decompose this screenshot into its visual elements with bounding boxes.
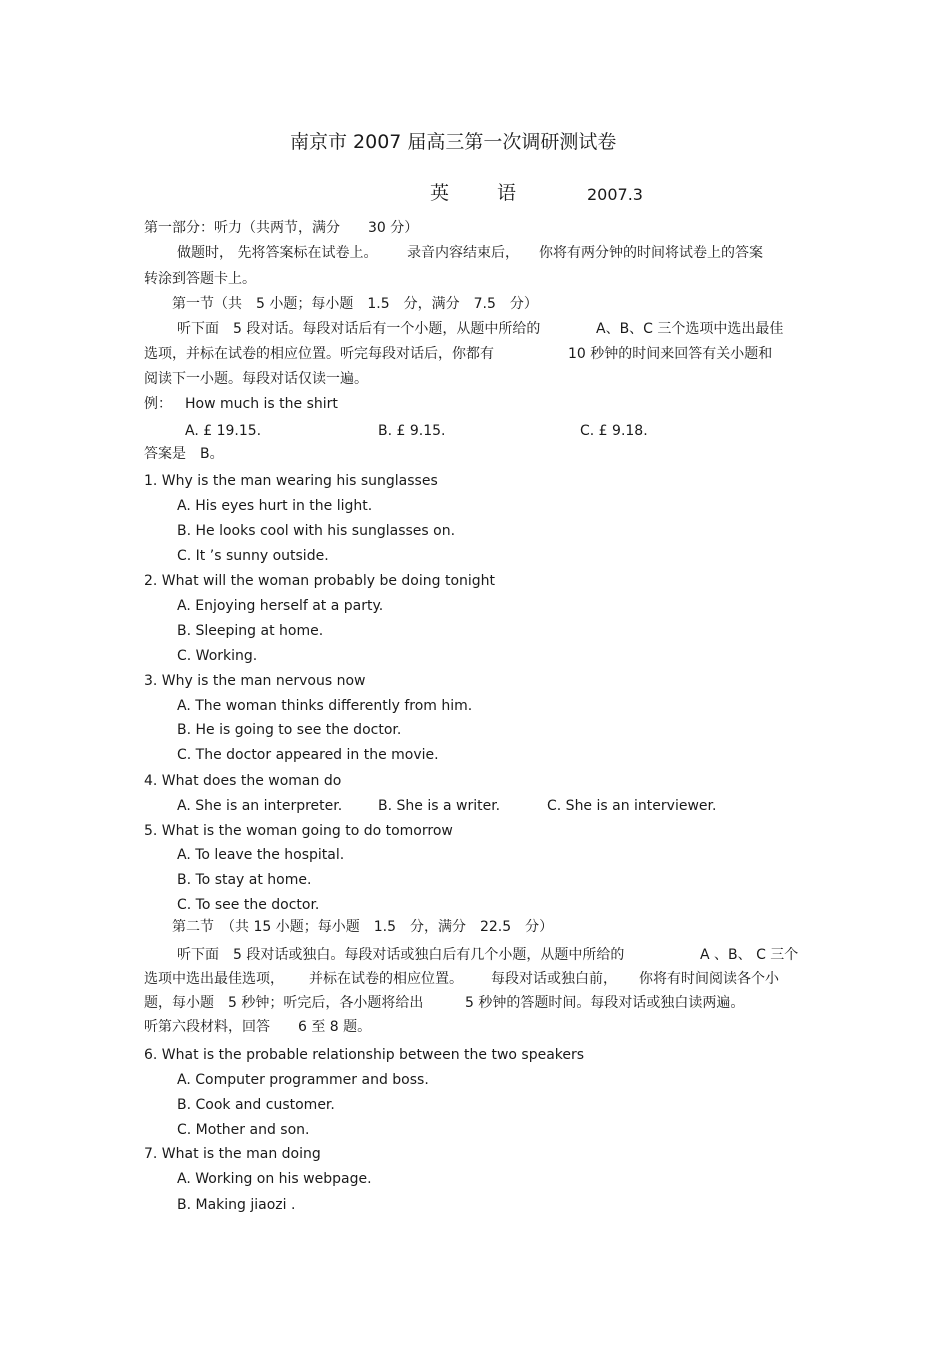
example-option-a: A. £ 19.15. xyxy=(185,423,262,439)
q1-question: 1. Why is the man wearing his sunglasses xyxy=(144,473,438,489)
material6-note: 听第六段材料，回答 6 至 8 题。 xyxy=(144,1019,372,1035)
q5-option-a: A. To leave the hospital. xyxy=(177,847,345,863)
example-answer: 答案是 B。 xyxy=(144,446,224,462)
q4-option-b: B. She is a writer. xyxy=(378,798,501,814)
q3-option-a: A. The woman thinks differently from him. xyxy=(177,698,473,714)
part1-heading: 第一部分：听力（共两节，满分 30 分） xyxy=(144,220,419,236)
section2-intro-1b: A 、B、 C 三个 xyxy=(700,947,799,963)
section2-heading: 第二节 （共 15 小题；每小题 1.5 分，满分 22.5 分） xyxy=(172,919,554,935)
section1-intro-1b: A、B、C 三个选项中选出最佳 xyxy=(596,321,784,337)
q7-option-a: A. Working on his webpage. xyxy=(177,1171,372,1187)
section2-intro-2a: 选项中选出最佳选项， xyxy=(144,971,284,987)
q5-question: 5. What is the woman going to do tomorrow xyxy=(144,823,453,839)
exam-title: 南京市 2007 届高三第一次调研测试卷 xyxy=(290,131,617,153)
q1-option-c: C. It ’s sunny outside. xyxy=(177,548,329,564)
subject-char-2: 语 xyxy=(497,182,517,204)
section2-intro-2b: 并标在试卷的相应位置。 xyxy=(309,971,463,987)
q3-option-b: B. He is going to see the doctor. xyxy=(177,722,402,738)
q6-option-a: A. Computer programmer and boss. xyxy=(177,1072,429,1088)
section1-heading: 第一节（共 5 小题；每小题 1.5 分，满分 7.5 分） xyxy=(172,296,538,312)
part1-instr-1b: 录音内容结束后， xyxy=(407,245,519,261)
q1-option-a: A. His eyes hurt in the light. xyxy=(177,498,373,514)
q2-option-b: B. Sleeping at home. xyxy=(177,623,324,639)
q2-option-c: C. Working. xyxy=(177,648,258,664)
example-question: How much is the shirt xyxy=(185,396,338,412)
q4-option-c: C. She is an interviewer. xyxy=(547,798,717,814)
part1-instr-2: 转涂到答题卡上。 xyxy=(144,271,256,287)
q7-option-b: B. Making jiaozi . xyxy=(177,1197,296,1213)
exam-date: 2007.3 xyxy=(587,185,643,204)
part1-instr-1a: 做题时， 先将答案标在试卷上。 xyxy=(177,245,378,261)
section2-intro-3b: 5 秒钟的答题时间。每段对话或独白读两遍。 xyxy=(465,995,745,1011)
section1-intro-1a: 听下面 5 段对话。每段对话后有一个小题，从题中所给的 xyxy=(177,321,541,337)
section1-intro-3: 阅读下一小题。每段对话仅读一遍。 xyxy=(144,371,368,387)
section2-intro-2c: 每段对话或独白前， xyxy=(491,971,617,987)
q5-option-b: B. To stay at home. xyxy=(177,872,312,888)
q3-option-c: C. The doctor appeared in the movie. xyxy=(177,747,439,763)
q2-question: 2. What will the woman probably be doing tonight xyxy=(144,573,496,589)
part1-instr-1c: 你将有两分钟的时间将试卷上的答案 xyxy=(539,245,763,261)
q1-option-b: B. He looks cool with his sunglasses on. xyxy=(177,523,456,539)
q4-question: 4. What does the woman do xyxy=(144,773,342,789)
example-option-c: C. £ 9.18. xyxy=(580,423,648,439)
q4-option-a: A. She is an interpreter. xyxy=(177,798,343,814)
q6-option-b: B. Cook and customer. xyxy=(177,1097,335,1113)
section1-intro-2b: 10 秒钟的时间来回答有关小题和 xyxy=(568,346,773,362)
section2-intro-1a: 听下面 5 段对话或独白。每段对话或独白后有几个小题，从题中所给的 xyxy=(177,947,625,963)
q6-option-c: C. Mother and son. xyxy=(177,1122,310,1138)
subject-char-1: 英 xyxy=(430,182,450,204)
q2-option-a: A. Enjoying herself at a party. xyxy=(177,598,384,614)
q3-question: 3. Why is the man nervous now xyxy=(144,673,366,689)
q6-question: 6. What is the probable relationship between the two speakers xyxy=(144,1047,585,1063)
section1-intro-2a: 选项，并标在试卷的相应位置。听完每段对话后，你都有 xyxy=(144,346,494,362)
q5-option-c: C. To see the doctor. xyxy=(177,897,320,913)
example-label: 例： xyxy=(144,396,172,412)
q7-question: 7. What is the man doing xyxy=(144,1146,321,1162)
example-option-b: B. £ 9.15. xyxy=(378,423,446,439)
section2-intro-3a: 题，每小题 5 秒钟；听完后，各小题将给出 xyxy=(144,995,424,1011)
section2-intro-2d: 你将有时间阅读各个小 xyxy=(639,971,779,987)
